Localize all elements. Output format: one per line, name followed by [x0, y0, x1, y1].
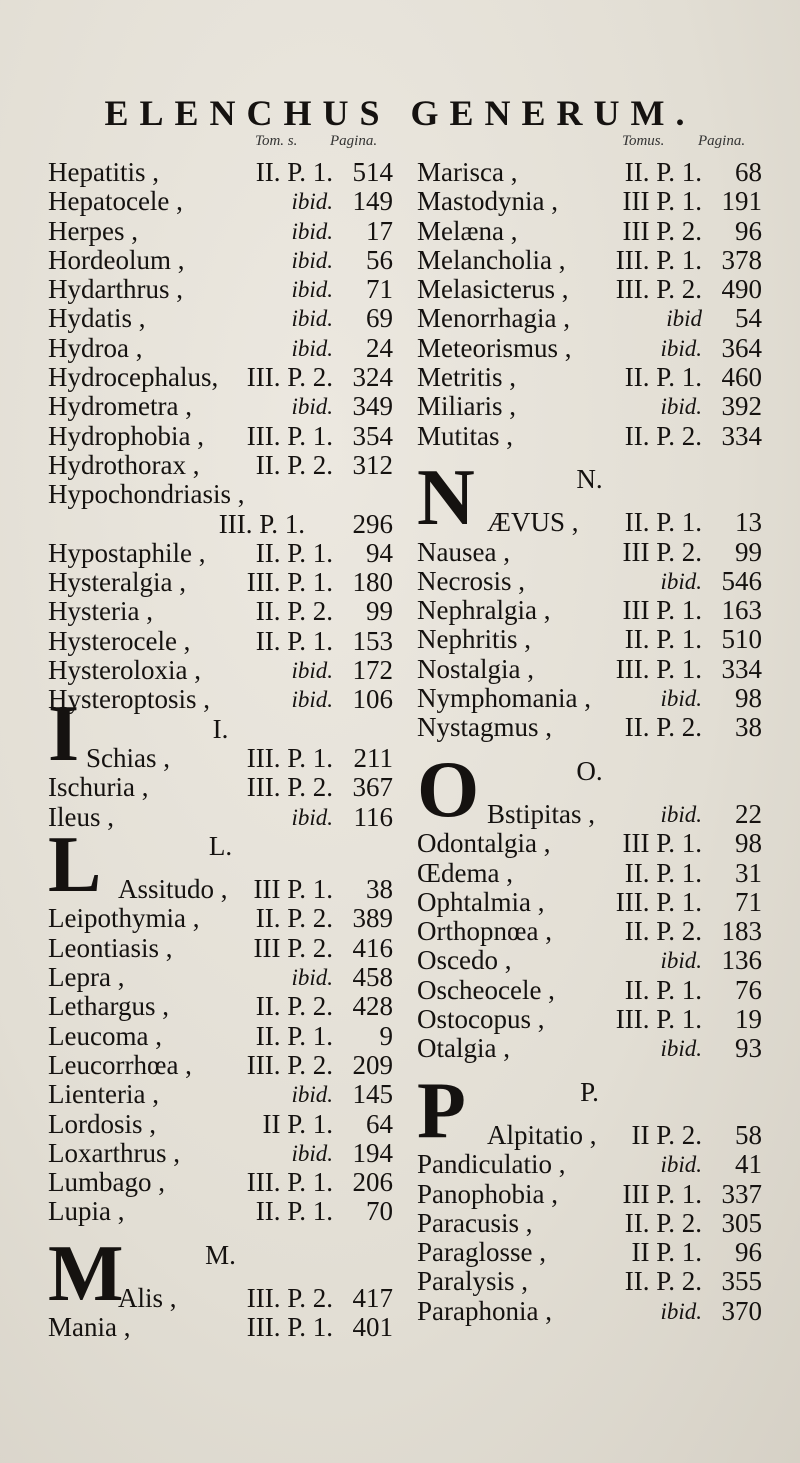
index-entry: [48, 627, 393, 656]
entry-page: 172: [352, 655, 393, 686]
entry-term: Lumbago ,: [48, 1167, 165, 1198]
spacer: [417, 1107, 762, 1121]
entry-term: Hordeolum ,: [48, 244, 185, 275]
entry-page: 416: [352, 932, 393, 963]
section-letter: M.: [205, 1239, 236, 1270]
entry-term: Mania ,: [48, 1312, 131, 1343]
entry-tomus: II. P. 1.: [624, 857, 702, 888]
index-entry: [48, 422, 393, 451]
entry-page: 99: [735, 536, 762, 567]
entry-tomus: III. P. 1.: [246, 742, 333, 773]
entry-term: Pandiculatio ,: [417, 1149, 566, 1180]
entry-term: Melasicterus ,: [417, 274, 569, 305]
index-entry: [417, 217, 762, 246]
entry-page: 180: [352, 567, 393, 598]
entry-tomus: II P. 1.: [262, 1108, 333, 1139]
entry-term: Mutitas ,: [417, 420, 514, 451]
entry-term: Paraglosse ,: [417, 1237, 546, 1268]
entry-term: Hepatitis ,: [48, 157, 159, 187]
index-entry: [417, 713, 762, 742]
entry-tomus: III. P. 2.: [246, 772, 333, 803]
entry-page: 428: [352, 991, 393, 1022]
entry-tomus: ibid.: [660, 1152, 702, 1178]
entry-tomus: III. P. 2.: [246, 362, 333, 393]
entry-term: Nystagmus ,: [417, 712, 552, 743]
entry-tomus: III P. 2.: [253, 932, 333, 963]
entry-page: 96: [735, 215, 762, 246]
entry-page: 31: [735, 857, 762, 888]
index-entry: [48, 1229, 393, 1318]
index-entry: [417, 1005, 762, 1034]
index-entry: [417, 976, 762, 1005]
index-entry: [48, 510, 393, 539]
entry-tomus: II P. 2.: [631, 1119, 702, 1150]
entry-tomus: III. P. 2.: [246, 1049, 333, 1080]
index-entry: [48, 773, 393, 802]
entry-tomus: ibid.: [291, 306, 333, 332]
entry-page: 99: [366, 596, 393, 627]
entry-term: Lepra ,: [48, 962, 125, 993]
entry-page: 458: [352, 962, 393, 993]
index-entry: [417, 684, 762, 713]
entry-tomus: II. P. 1.: [624, 362, 702, 393]
entry-tomus: III. P. 1.: [246, 1167, 333, 1198]
section-letter: L.: [208, 830, 233, 861]
entry-term: Meteorismus ,: [417, 332, 572, 363]
page-heading: ELENCHUS GENERUM.: [104, 93, 696, 133]
index-entry: [417, 187, 762, 216]
entry-tomus: ibid.: [291, 1082, 333, 1108]
entry-page: 209: [352, 1049, 393, 1080]
entry-term: Leucorrhœa ,: [48, 1049, 192, 1080]
entry-page: 392: [721, 391, 762, 422]
entry-tomus: II. P. 1.: [624, 974, 702, 1005]
index-entry: [417, 567, 762, 596]
entry-tomus: ibid.: [291, 658, 333, 684]
index-entry: [48, 963, 393, 992]
entry-term: Nostalgia ,: [417, 653, 534, 684]
entry-tomus: III P. 2.: [622, 536, 702, 567]
entry-term: Ischuria ,: [48, 772, 149, 803]
index-entry: [417, 829, 762, 858]
entry-tomus: ibid.: [291, 965, 333, 991]
index-entry: [417, 422, 762, 451]
index-entry: [48, 363, 393, 392]
entry-page: 106: [352, 684, 393, 715]
entry-tomus: II. P. 2.: [255, 596, 333, 627]
entry-page: 370: [721, 1295, 762, 1326]
entry-tomus: III. P. 1.: [218, 508, 305, 539]
entry-page: 183: [721, 916, 762, 947]
entry-page: 490: [721, 274, 762, 305]
entry-page: 93: [735, 1033, 762, 1064]
entry-term: Mastodynia ,: [417, 186, 558, 217]
index-entry: [417, 655, 762, 684]
entry-tomus: ibid.: [291, 804, 333, 830]
right-pagina-header: Pagina.: [698, 133, 746, 149]
section-letter: P.: [580, 1076, 599, 1107]
entry-term: Hydrocephalus,: [48, 362, 219, 393]
entry-term: Hepatocele ,: [48, 186, 183, 217]
entry-tomus: II. P. 1.: [624, 624, 702, 655]
entry-term: Ophtalmia ,: [417, 886, 545, 917]
entry-tomus: ibid.: [660, 1036, 702, 1062]
entry-term: Lordosis ,: [48, 1108, 156, 1139]
entry-term: Nausea ,: [417, 536, 510, 567]
entry-tomus: III P. 1.: [622, 186, 702, 217]
index-entry: [417, 538, 762, 567]
entry-page: 56: [366, 244, 393, 275]
entry-page: 378: [721, 244, 762, 275]
index-entry: [417, 1180, 762, 1209]
entry-tomus: III. P. 1.: [615, 1004, 702, 1035]
entry-page: 71: [735, 886, 762, 917]
entry-page: 13: [735, 507, 762, 538]
index-entry: [48, 568, 393, 597]
entry-page: 38: [366, 874, 393, 905]
entry-tomus: II. P. 2.: [255, 903, 333, 934]
entry-term: Hydarthrus ,: [48, 274, 183, 305]
entry-page: 145: [352, 1079, 393, 1110]
index-entry: [48, 1051, 393, 1080]
index-entry: [417, 1267, 762, 1296]
index-entry: [48, 275, 393, 304]
entry-page: 64: [366, 1108, 393, 1139]
index-entry: [48, 821, 393, 910]
index-entry: [417, 596, 762, 625]
index-entry: [48, 1197, 393, 1226]
index-entry: [48, 1168, 393, 1197]
entry-term: Paralysis ,: [417, 1266, 528, 1297]
index-entry: [48, 1022, 393, 1051]
entry-tomus: II. P. 2.: [624, 420, 702, 451]
entry-term: Marisca ,: [417, 157, 518, 187]
initial-capital: M: [48, 1229, 124, 1318]
entry-page: 54: [735, 303, 762, 334]
entry-tomus: II. P. 1.: [624, 157, 702, 187]
entry-term: Hysteroloxia ,: [48, 655, 201, 686]
entry-page: 71: [366, 274, 393, 305]
entry-page: 367: [352, 772, 393, 803]
entry-tomus: II. P. 2.: [624, 1266, 702, 1297]
entry-page: 96: [735, 1237, 762, 1268]
entry-term: Leontiasis ,: [48, 932, 173, 963]
entry-tomus: ibid.: [291, 277, 333, 303]
entry-tomus: II. P. 1.: [255, 157, 333, 187]
entry-term: Nymphomania ,: [417, 683, 591, 714]
entry-page: 334: [721, 420, 762, 451]
entry-page: 22: [735, 798, 762, 829]
entry-tomus: II. P. 1.: [255, 1020, 333, 1051]
entry-page: 163: [721, 595, 762, 626]
entry-page: 305: [721, 1207, 762, 1238]
entry-page: 17: [366, 215, 393, 246]
index-entry: [48, 1110, 393, 1139]
spacer: [417, 1064, 762, 1078]
entry-term: Assitudo ,: [118, 874, 228, 905]
entry-page: 38: [735, 712, 762, 743]
entry-tomus: ibid.: [291, 687, 333, 713]
right-index-column: [417, 158, 762, 1326]
entry-page: 9: [379, 1020, 393, 1051]
entry-page: 68: [735, 157, 762, 187]
entry-term: Orthopnœa ,: [417, 916, 552, 947]
entry-tomus: ibid.: [291, 247, 333, 273]
index-entry: [417, 859, 762, 888]
entry-page: 337: [721, 1178, 762, 1209]
entry-tomus: ibid.: [660, 1298, 702, 1324]
entry-tomus: III. P. 1.: [246, 1312, 333, 1343]
entry-page: 76: [735, 974, 762, 1005]
entry-page: 69: [366, 303, 393, 334]
initial-capital: I: [48, 689, 80, 778]
entry-term: Hysteria ,: [48, 596, 153, 627]
index-entry: [417, 625, 762, 654]
entry-tomus: ibid.: [660, 394, 702, 420]
index-entry: [48, 246, 393, 275]
entry-page: 312: [352, 449, 393, 480]
entry-tomus: ibid.: [660, 686, 702, 712]
index-entry: [417, 334, 762, 363]
entry-page: 510: [721, 624, 762, 655]
entry-term: Bstipitas ,: [487, 798, 596, 829]
index-entry: [48, 392, 393, 421]
index-entry: [48, 217, 393, 246]
entry-page: 70: [366, 1196, 393, 1227]
entry-page: 546: [721, 565, 762, 596]
index-entry: [48, 656, 393, 685]
entry-tomus: ibid.: [660, 335, 702, 361]
index-entry: [417, 946, 762, 975]
index-entry: [48, 904, 393, 933]
index-entry: [417, 1034, 762, 1063]
entry-term: Ileus ,: [48, 801, 114, 832]
entry-page: 389: [352, 903, 393, 934]
entry-tomus: II. P. 2.: [624, 1207, 702, 1238]
index-entry: [417, 392, 762, 421]
entry-tomus: ibid: [666, 306, 702, 332]
index-entry: [417, 917, 762, 946]
entry-tomus: II. P. 1.: [255, 625, 333, 656]
index-entry: [417, 1150, 762, 1179]
entry-page: 324: [352, 362, 393, 393]
index-entry: [48, 597, 393, 626]
index-entry: [48, 1313, 393, 1342]
index-entry: [417, 304, 762, 333]
entry-page: 206: [352, 1167, 393, 1198]
entry-term: Nephritis ,: [417, 624, 531, 655]
entry-page: 191: [721, 186, 762, 217]
entry-page: 58: [735, 1119, 762, 1150]
entry-tomus: III. P. 2.: [246, 1282, 333, 1313]
entry-term: Necrosis ,: [417, 565, 525, 596]
entry-tomus: III P. 2.: [622, 215, 702, 246]
index-entry: [48, 451, 393, 480]
right-tomus-header: Tomus.: [622, 133, 665, 149]
index-entry: [48, 539, 393, 568]
entry-page: 24: [366, 332, 393, 363]
index-entry: [48, 334, 393, 363]
initial-capital: N: [417, 454, 475, 543]
index-entry: [417, 454, 762, 543]
entry-term: Otalgia ,: [417, 1033, 510, 1064]
entry-tomus: ibid.: [660, 948, 702, 974]
index-entry: [48, 934, 393, 963]
entry-term: Hysteroptosis ,: [48, 684, 210, 715]
entry-term: Metritis ,: [417, 362, 516, 393]
entry-term: Panophobia ,: [417, 1178, 558, 1209]
index-entry: [417, 158, 762, 187]
section-letter: O.: [576, 755, 603, 786]
entry-term: Alis ,: [118, 1282, 177, 1313]
entry-tomus: III. P. 1.: [615, 886, 702, 917]
entry-page: 296: [352, 508, 393, 539]
entry-tomus: II. P. 1.: [255, 1196, 333, 1227]
entry-term: Hypostaphile ,: [48, 537, 206, 568]
entry-page: 194: [352, 1137, 393, 1168]
entry-page: 514: [352, 157, 393, 187]
index-entry: [48, 304, 393, 333]
entry-term: Melancholia ,: [417, 244, 566, 275]
entry-term: Odontalgia ,: [417, 828, 551, 859]
entry-page: 41: [735, 1149, 762, 1180]
entry-tomus: III P. 1.: [622, 1178, 702, 1209]
index-entry: [417, 275, 762, 304]
entry-tomus: ibid.: [291, 394, 333, 420]
entry-page: 364: [721, 332, 762, 363]
entry-tomus: III P. 1.: [253, 874, 333, 905]
entry-term: Lupia ,: [48, 1196, 125, 1227]
index-entry: [417, 888, 762, 917]
entry-term: Paracusis ,: [417, 1207, 533, 1238]
initial-capital: P: [417, 1066, 466, 1155]
entry-term: Loxarthrus ,: [48, 1137, 180, 1168]
entry-tomus: ibid.: [291, 218, 333, 244]
entry-term: Ostocopus ,: [417, 1004, 545, 1035]
entry-page: 334: [721, 653, 762, 684]
section-letter: I.: [212, 713, 229, 744]
index-entry: [417, 1238, 762, 1267]
entry-term: Schias ,: [86, 742, 170, 773]
entry-term: Hydrothorax ,: [48, 449, 200, 480]
entry-term: Herpes ,: [48, 215, 138, 246]
index-entry: [417, 1297, 762, 1326]
entry-term: Alpitatio ,: [487, 1119, 597, 1150]
entry-page: 149: [352, 186, 393, 217]
entry-term: Hydrometra ,: [48, 391, 192, 422]
entry-term: Lethargus ,: [48, 991, 169, 1022]
index-entry: [417, 246, 762, 275]
entry-term: Leipothymia ,: [48, 903, 200, 934]
entry-page: 116: [353, 801, 393, 832]
entry-tomus: III. P. 1.: [615, 244, 702, 275]
index-entry: [417, 1209, 762, 1238]
entry-term: Oscheocele ,: [417, 974, 555, 1005]
entry-tomus: II P. 1.: [631, 1237, 702, 1268]
entry-tomus: II. P. 1.: [255, 537, 333, 568]
entry-term: Lienteria ,: [48, 1079, 159, 1110]
entry-page: 401: [352, 1312, 393, 1343]
entry-term: Miliaris ,: [417, 391, 516, 422]
entry-page: 136: [721, 945, 762, 976]
entry-tomus: III. P. 1.: [246, 420, 333, 451]
entry-tomus: ibid.: [291, 335, 333, 361]
entry-tomus: ibid.: [291, 1140, 333, 1166]
entry-page: 460: [721, 362, 762, 393]
index-entry: [48, 158, 393, 187]
entry-page: 417: [352, 1282, 393, 1313]
entry-tomus: II. P. 2.: [624, 916, 702, 947]
entry-tomus: II. P. 2.: [255, 449, 333, 480]
entry-term: Hypochondriasis ,: [48, 479, 245, 510]
entry-tomus: II. P. 2.: [255, 991, 333, 1022]
left-index-column: [48, 158, 393, 1343]
entry-tomus: II. P. 2.: [624, 712, 702, 743]
entry-term: Oscedo ,: [417, 945, 512, 976]
entry-term: Œdema ,: [417, 857, 513, 888]
entry-tomus: III. P. 1.: [246, 567, 333, 598]
entry-page: 98: [735, 683, 762, 714]
left-tomus-header: Tom. s.: [255, 133, 298, 149]
entry-page: 153: [352, 625, 393, 656]
index-entry: [417, 1066, 762, 1155]
entry-term: Melæna ,: [417, 215, 518, 246]
entry-page: 355: [721, 1266, 762, 1297]
entry-page: 19: [735, 1004, 762, 1035]
entry-page: 94: [366, 537, 393, 568]
entry-term: Hydatis ,: [48, 303, 146, 334]
initial-capital: L: [48, 821, 102, 910]
entry-term: Hysterocele ,: [48, 625, 191, 656]
index-entry: [48, 685, 393, 714]
entry-tomus: ibid.: [660, 568, 702, 594]
index-entry: [48, 992, 393, 1021]
index-entry: [48, 480, 393, 509]
entry-tomus: ibid.: [660, 801, 702, 827]
index-entry: [417, 363, 762, 392]
entry-tomus: II. P. 1.: [624, 507, 702, 538]
index-entry: [417, 745, 762, 834]
entry-tomus: ibid.: [291, 189, 333, 215]
entry-page: 349: [352, 391, 393, 422]
entry-term: Nephralgia ,: [417, 595, 551, 626]
entry-term: Hysteralgia ,: [48, 567, 186, 598]
initial-capital: O: [417, 745, 480, 834]
entry-tomus: III P. 1.: [622, 828, 702, 859]
entry-tomus: III. P. 1.: [615, 653, 702, 684]
entry-tomus: III P. 1.: [622, 595, 702, 626]
index-entry: [48, 187, 393, 216]
section-letter: N.: [576, 463, 603, 494]
entry-page: 211: [353, 742, 393, 773]
entry-term: Hydrophobia ,: [48, 420, 204, 451]
entry-page: 354: [352, 420, 393, 451]
index-entry: [48, 1139, 393, 1168]
entry-term: Hydroa ,: [48, 332, 143, 363]
entry-page: 98: [735, 828, 762, 859]
entry-term: ÆVUS ,: [487, 507, 579, 538]
entry-term: Paraphonia ,: [417, 1295, 552, 1326]
index-entry: [48, 1080, 393, 1109]
entry-term: Leucoma ,: [48, 1020, 162, 1051]
entry-tomus: III. P. 2.: [615, 274, 702, 305]
entry-term: Menorrhagia ,: [417, 303, 570, 334]
left-pagina-header: Pagina.: [330, 133, 378, 149]
